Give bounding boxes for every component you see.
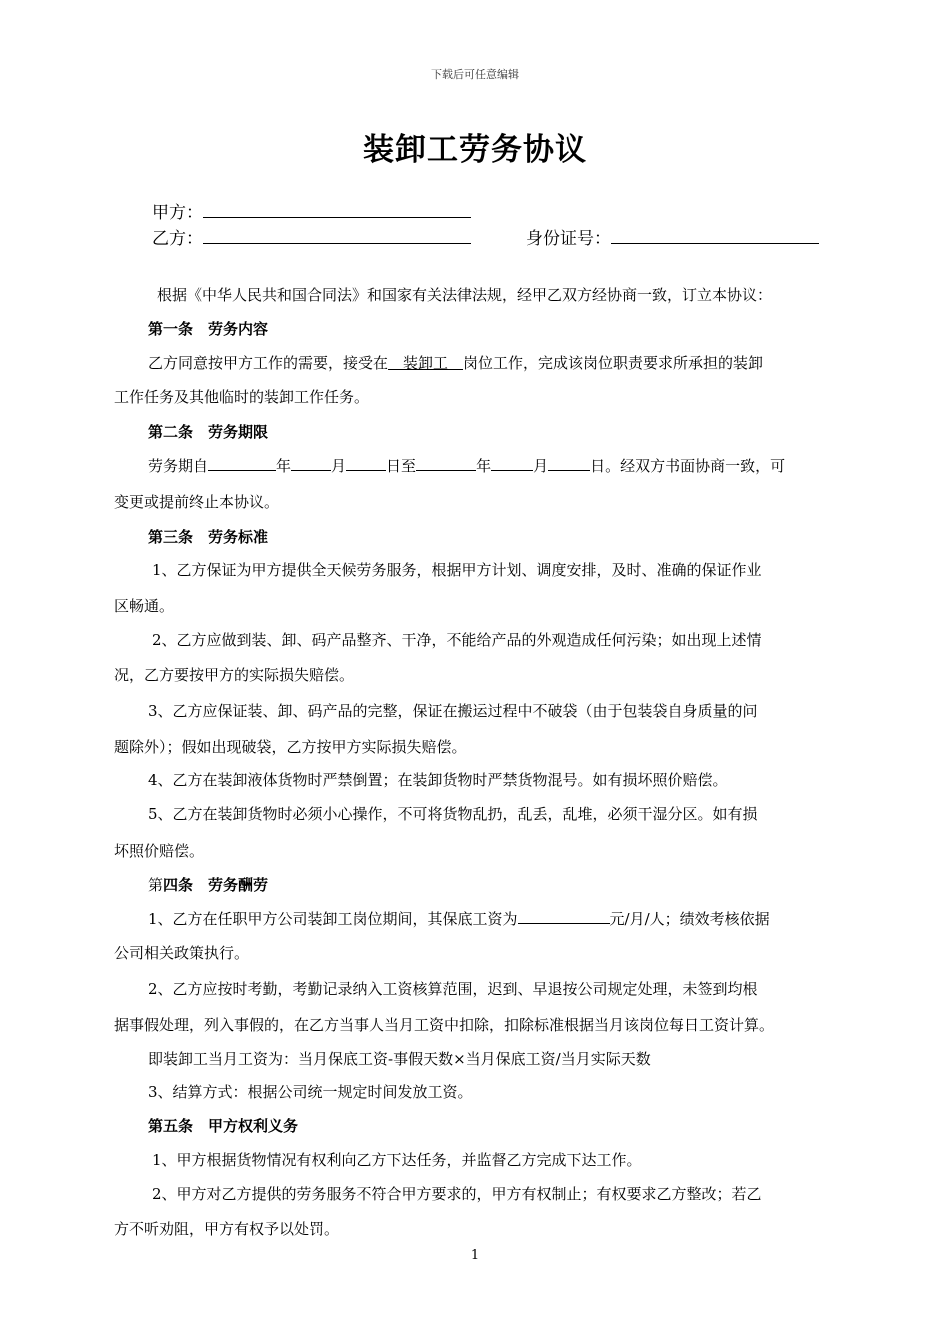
- base-salary-blank: [518, 911, 610, 924]
- article-3-item-3a: 3、乙方应保证装、卸、码产品的完整，保证在搬运过程中不破袋（由于包装袋自身质量的问: [148, 702, 758, 720]
- month-label: 月: [533, 457, 549, 475]
- article-4-item-2b: 据事假处理，列入事假的，在乙方当事人当月工资中扣除，扣除标准根据当月该岗位每日工资计算。: [114, 1016, 775, 1034]
- article-5-item-2b: 方不听劝阻，甲方有权予以处罚。: [114, 1220, 340, 1238]
- article-4-heading-prefix: 第: [148, 876, 164, 894]
- article-3-item-2b: 况，乙方要按甲方的实际损失赔偿。: [114, 666, 355, 684]
- party-a-line: [152, 198, 471, 223]
- article-1-line-1: [148, 352, 763, 373]
- article-4-item-2c: 即装卸工当月工资为：当月保底工资-事假天数×当月保底工资/当月实际天数: [148, 1050, 651, 1068]
- party-b-blank: [203, 229, 471, 244]
- article-2-line-2: 变更或提前终止本协议。: [114, 493, 280, 511]
- end-day-blank: [548, 458, 590, 471]
- article-1-text-pre: 乙方同意按甲方工作的需要，接受在: [148, 354, 389, 372]
- page-number: 1: [470, 1248, 480, 1263]
- term-start-label: 劳务期自: [148, 457, 209, 475]
- party-a-blank: [203, 203, 471, 218]
- article-5-item-1: 1、甲方根据货物情况有权利向乙方下达任务，并监督乙方完成下达工作。: [152, 1151, 642, 1169]
- year-label: 年: [276, 457, 292, 475]
- party-a-label: 甲方：: [152, 203, 203, 223]
- article-1-heading: 第一条 劳务内容: [148, 320, 269, 338]
- article-1-text-post: 岗位工作，完成该岗位职责要求所承担的装卸: [463, 354, 764, 372]
- article-3-heading: 第三条 劳务标准: [148, 528, 269, 546]
- party-b-line: [152, 224, 471, 249]
- article-3-item-2a: 2、乙方应做到装、卸、码产品整齐、干净，不能给产品的外观造成任何污染；如出现上述情: [152, 631, 762, 649]
- party-b-label: 乙方：: [152, 229, 203, 249]
- start-day-blank: [346, 458, 386, 471]
- id-number-line: [526, 224, 819, 249]
- article-4-item-1a: [148, 908, 770, 929]
- article-3-item-5b: 坏照价赔偿。: [114, 842, 205, 860]
- article-3-item-4: 4、乙方在装卸液体货物时严禁倒置；在装卸货物时严禁货物混号。如有损坏照价赔偿。: [148, 771, 728, 789]
- article-4-item-2a: 2、乙方应按时考勤，考勤记录纳入工资核算范围，迟到、早退按公司规定处理，未签到均根: [148, 980, 758, 998]
- article-1-line-2: 工作任务及其他临时的装卸工作任务。: [114, 388, 370, 406]
- article-2-line-1: [148, 455, 785, 476]
- day-to-label: 日至: [386, 457, 417, 475]
- base-salary-unit-text: 元/月/人；绩效考核依据: [609, 910, 770, 928]
- article-1-position: 装卸工: [388, 354, 464, 372]
- start-year-blank: [208, 458, 276, 471]
- article-3-item-5a: 5、乙方在装卸货物时必须小心操作，不可将货物乱扔，乱丢，乱堆，必须干湿分区。如有损: [148, 805, 758, 823]
- document-title: 装卸工劳务协议: [363, 132, 587, 168]
- article-3-item-1a: 1、乙方保证为甲方提供全天候劳务服务，根据甲方计划、调度安排，及时、准确的保证作业: [152, 561, 762, 579]
- article-4-heading: [148, 874, 268, 895]
- base-salary-text: 1、乙方在任职甲方公司装卸工岗位期间，其保底工资为: [148, 910, 518, 928]
- year-label: 年: [476, 457, 492, 475]
- article-3-item-3b: 题除外）；假如出现破袋，乙方按甲方实际损失赔偿。: [114, 738, 467, 756]
- end-year-blank: [416, 458, 476, 471]
- page-header-note: 下载后可任意编辑: [431, 68, 519, 81]
- day-end-text: 日。经双方书面协商一致，可: [590, 457, 786, 475]
- article-2-heading: 第二条 劳务期限: [148, 423, 269, 441]
- article-4-heading-text: 四条 劳务酬劳: [163, 876, 269, 894]
- id-number-blank: [611, 229, 819, 244]
- id-number-label: 身份证号：: [526, 229, 611, 249]
- intro-paragraph: 根据《中华人民共和国合同法》和国家有关法律法规，经甲乙双方经协商一致，订立本协议：: [157, 286, 773, 304]
- start-month-blank: [291, 458, 331, 471]
- article-5-heading: 第五条 甲方权利义务: [148, 1117, 299, 1135]
- end-month-blank: [491, 458, 533, 471]
- article-5-item-2a: 2、甲方对乙方提供的劳务服务不符合甲方要求的，甲方有权制止；有权要求乙方整改；若乙: [152, 1185, 762, 1203]
- article-4-item-3: 3、结算方式：根据公司统一规定时间发放工资。: [148, 1083, 473, 1101]
- month-label: 月: [331, 457, 347, 475]
- article-4-item-1b: 公司相关政策执行。: [114, 944, 250, 962]
- article-3-item-1b: 区畅通。: [114, 597, 175, 615]
